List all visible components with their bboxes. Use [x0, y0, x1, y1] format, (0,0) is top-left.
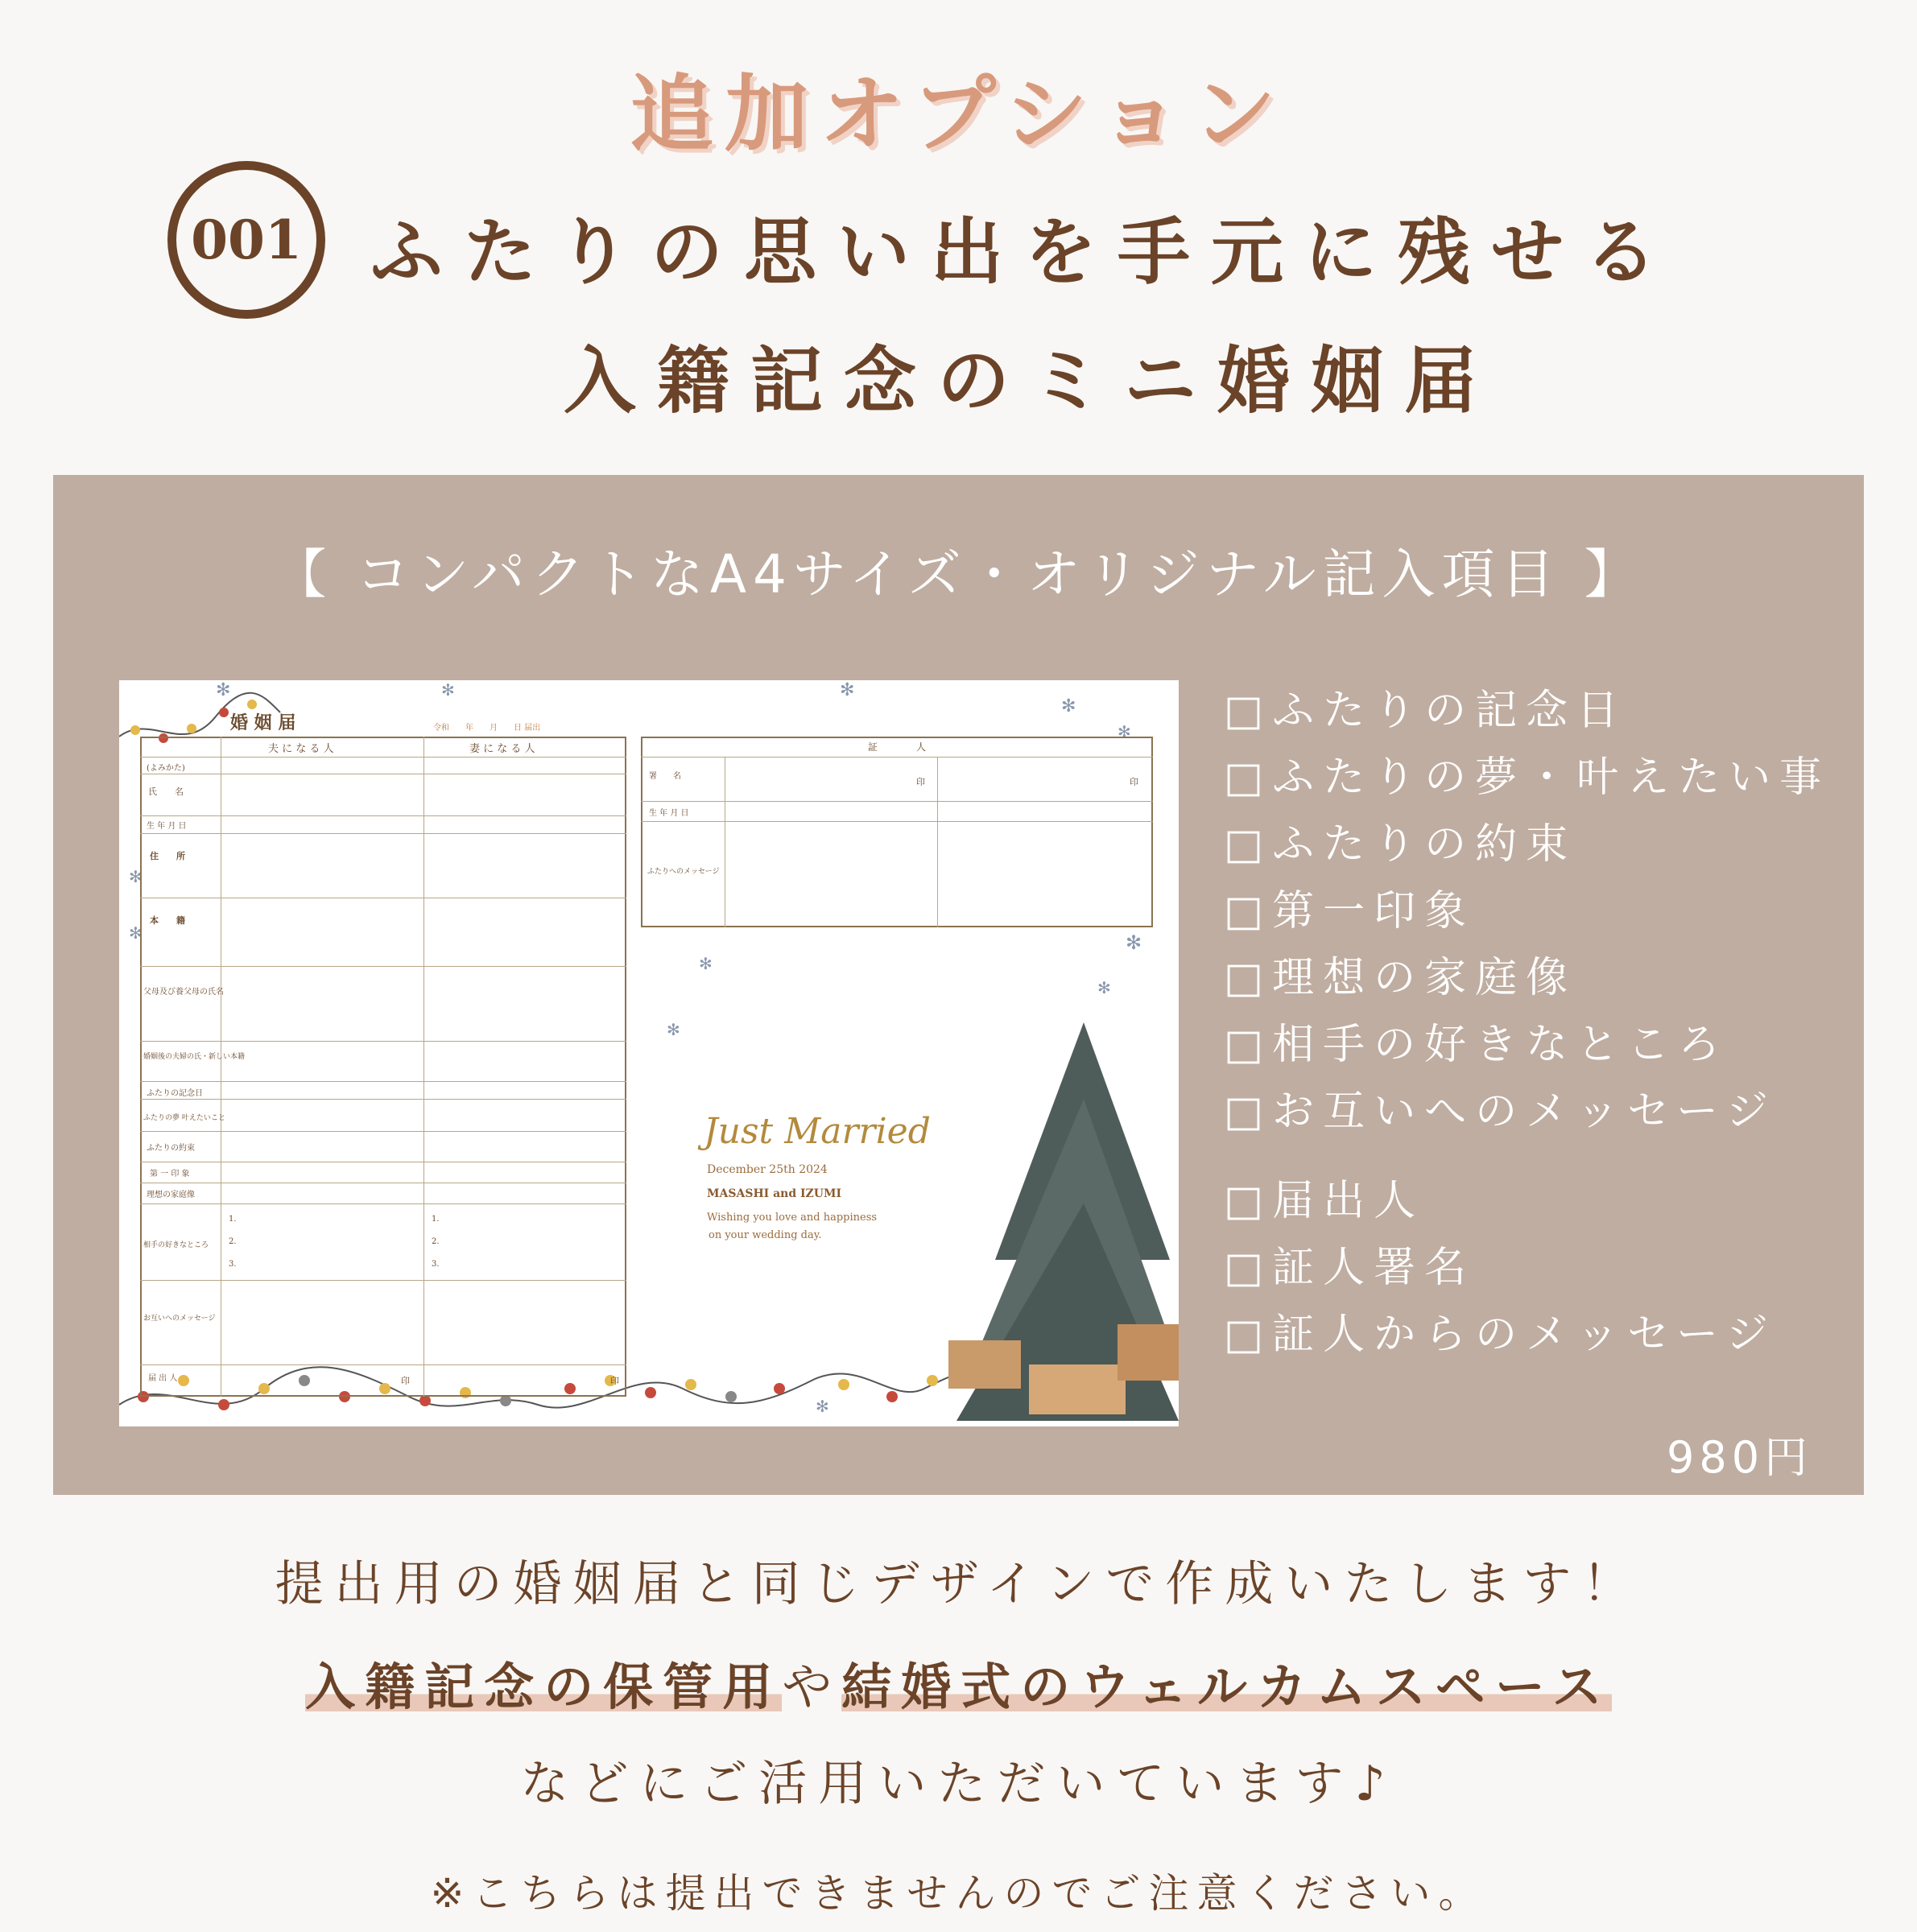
seal-label: 印: [1130, 777, 1138, 787]
snowflake-icon: ✻: [1061, 696, 1076, 716]
panel-title: 【 コンパクトなA4サイズ・オリジナル記入項目 】: [273, 543, 1644, 605]
headline-line-1: ふたりの思い出を手元に残せる: [370, 210, 1678, 295]
snowflake-icon: ✻: [1118, 722, 1131, 741]
checklist-item: □相手の好きなところ: [1224, 1021, 1729, 1069]
row-label: 父母及び養父母の氏名: [143, 988, 224, 997]
snowflake-icon: ✻: [1126, 931, 1142, 954]
list-number: 1.: [432, 1215, 440, 1224]
headline-line-2: 入籍記念のミニ婚姻届: [564, 339, 1498, 423]
row-label: 氏 名: [148, 786, 184, 797]
description-line-3: などにご活用いただいています♪: [520, 1756, 1397, 1812]
seal-label: 印: [916, 777, 925, 787]
snowflake-icon: ✻: [1097, 978, 1111, 997]
row-label: 住 所: [150, 851, 185, 861]
row-label: 本 籍: [150, 915, 185, 926]
just-married-title: Just Married: [704, 1111, 931, 1152]
wedding-date: December 25th 2024: [707, 1163, 828, 1176]
certificate-preview-image: [119, 680, 1179, 1426]
row-label: 生 年 月 日: [147, 822, 187, 831]
seal-label: 印: [401, 1376, 410, 1386]
snowflake-icon: ✻: [816, 1397, 829, 1416]
row-label: 届 出 人: [148, 1374, 178, 1383]
husband-header: 夫 に な る 人: [268, 743, 334, 755]
highlight-welcome-space: 結婚式のウェルカムスペース: [841, 1657, 1612, 1716]
list-number: 3.: [229, 1260, 237, 1269]
snowflake-icon: ✻: [441, 680, 455, 700]
snowflake-icon: ✻: [216, 680, 231, 700]
snowflake-icon: ✻: [667, 1020, 680, 1039]
row-label: ふたりの約束: [147, 1144, 195, 1153]
checklist-item: □証人署名: [1224, 1244, 1476, 1292]
row-label: お互いへのメッセージ: [143, 1315, 216, 1323]
feature-checklist: [1224, 678, 1830, 1368]
checklist-item: □ふたりの夢・叶えたい事: [1224, 753, 1831, 802]
list-number: 3.: [432, 1260, 440, 1269]
checklist-item: □お互いへのメッセージ: [1224, 1088, 1778, 1136]
snowflake-icon: ✻: [129, 867, 143, 886]
wife-header: 妻 に な る 人: [469, 743, 535, 755]
list-number: 2.: [432, 1237, 440, 1246]
row-label: ふたりの記念日: [147, 1089, 203, 1098]
row-label: 相手の好きなところ: [143, 1241, 209, 1249]
witness-header: 証 人: [868, 741, 927, 753]
connector-text: や: [782, 1657, 842, 1716]
wish-line-1: Wishing you love and happiness: [707, 1212, 878, 1224]
row-label: 第 一 印 象: [150, 1170, 190, 1179]
list-number: 2.: [229, 1237, 237, 1246]
couple-names: MASASHI and IZUMI: [707, 1187, 842, 1200]
form-title: 婚 姻 届: [230, 712, 296, 733]
row-label: 理想の家庭像: [147, 1191, 195, 1199]
witness-row-label: ふたりへのメッセージ: [647, 868, 720, 876]
checklist-item: □届出人: [1224, 1177, 1425, 1225]
list-number: 1.: [229, 1215, 237, 1224]
seal-label: 印: [610, 1376, 619, 1386]
highlight-storage: 入籍記念の保管用: [305, 1657, 783, 1716]
checklist-item: □証人からのメッセージ: [1224, 1311, 1778, 1359]
witness-row-label: 署 名: [649, 772, 681, 781]
wish-line-2: on your wedding day.: [709, 1229, 822, 1241]
checklist-item: □ふたりの約束: [1224, 820, 1577, 869]
form-date-line: 令和 年 月 日 届出: [433, 724, 541, 733]
caution-note: ※こちらは提出できませんのでご注意ください。: [430, 1870, 1487, 1917]
row-label: 婚姻後の夫婦の氏・新しい本籍: [143, 1053, 246, 1061]
price-label: 980円: [1667, 1432, 1813, 1483]
witness-row-label: 生 年 月 日: [649, 809, 689, 818]
option-title: 追加オプション: [630, 65, 1287, 163]
checklist-item: □ふたりの記念日: [1224, 687, 1628, 735]
snowflake-icon: ✻: [699, 954, 713, 973]
checklist-item: □第一印象: [1224, 887, 1476, 935]
snowflake-icon: ✻: [129, 923, 143, 943]
witness-form: [641, 737, 1153, 927]
description-line-1: 提出用の婚姻届と同じデザインで作成いたします！: [275, 1556, 1642, 1612]
husband-wife-form: [140, 737, 626, 1397]
description-line-2: [0, 1647, 1917, 1719]
row-label: ふたりの夢 叶えたいこと: [143, 1114, 225, 1122]
number-badge: 001: [167, 161, 325, 319]
checklist-item: □理想の家庭像: [1224, 954, 1577, 1002]
row-label: (よみかた): [147, 764, 185, 773]
snowflake-icon: ✻: [840, 680, 855, 700]
